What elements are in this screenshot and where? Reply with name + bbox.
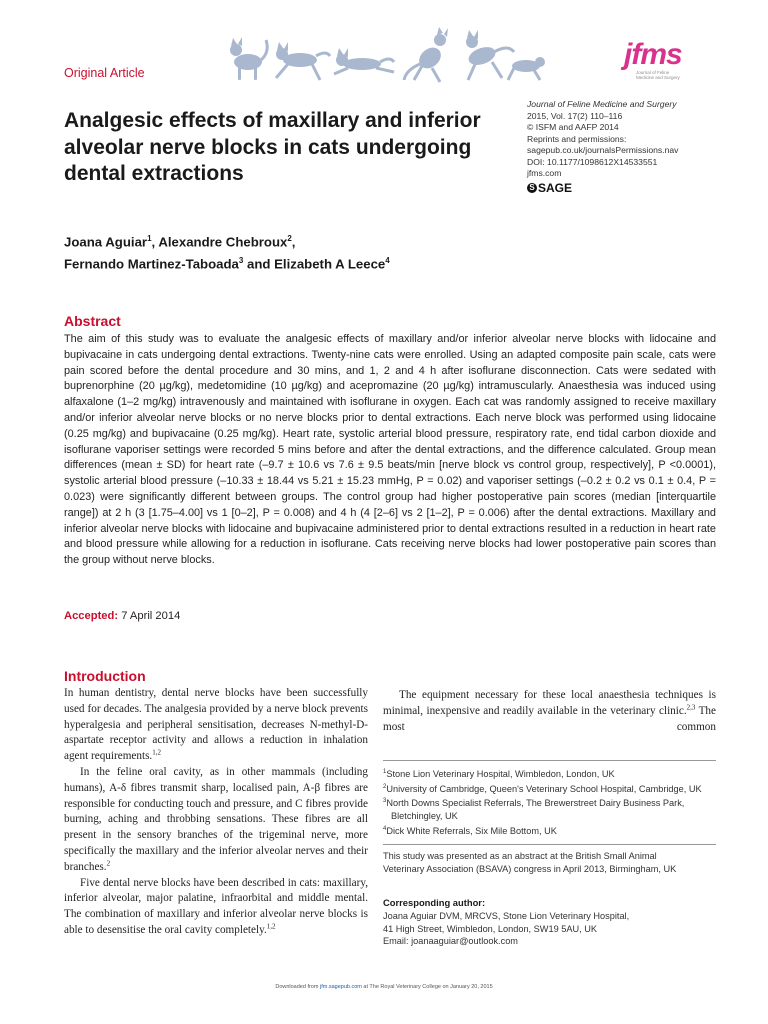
jfms-logo bbox=[614, 38, 694, 86]
cat-silhouette-5 bbox=[466, 30, 514, 80]
affiliation-item: $^4$Dick White Referrals, Six Mile Bottom, UK bbox=[383, 825, 557, 836]
body-paragraph: Five dental nerve blocks have been described in cats: maxillary, inferior alveolar, major palatine, infraorbital and middle mental. The combination of maxillary and inferior alveolar nerve blocks is able to desensitise the oral cavity completely.$^{1,2}$ bbox=[64, 876, 368, 936]
footer-site-link[interactable]: jfm.sagepub.com bbox=[319, 984, 362, 990]
abstract-body: The aim of this study was to evaluate the analgesic effects of maxillary and/or inferior alveolar nerve blocks with lidocaine and bupivacaine in cats undergoing dental extractions. Twenty-nine cats were enrolled. Using an adapted composite pain scale, cats were pain scored before the dental procedure and 30 mins, and 1, 2 and 4 h after isoflurane disconnection. Cats were sedated with buprenorphine (20 µg/kg), medetomidine (10 µg/kg) and acepromazine (20 µg/kg) intramuscularly. Anaesthesia was induced using alfaxalone (1–2 mg/kg) intravenously and maintained with isoflurane in oxygen. Each cat was randomly assigned to receive maxillary and/or inferior alveolar nerve blocks or no nerve blocks prior to dental extractions. Each nerve block was performed using lidocaine (0.25 mg/kg) and bupivacaine (0.25 mg/kg). Heart rate, systolic arterial blood pressure, respiratory rate, end tidal carbon dioxide and isoflurane vaporiser settings were recorded 5 mins before and after the dental extractions, and the difference calculated. Group mean differences (mean ± SD) for heart rate (–9.7 ± 10.6 vs 7.6 ± 9.5 beats/min [nerve block vs control group, respectively], P <0.0001), systolic arterial blood pressure (–10.33 ± 18.44 vs 5.21 ± 15.23 mmHg, P = 0.02) and vaporiser settings (–0.2 ± 0.2 vs 0.1 ± 0.4, P = 0.023) were significantly different between groups. The control group had higher postoperative pain scores (median [interquartile range]) at 2 h (3 [1.75–4.00] vs 1 [0–2], P = 0.008) and 4 h (4 [2–6] vs 2 [1–2], P = 0.006) after the dental extractions. Maxillary and inferior alveolar nerve blocks with lidocaine and bupivacaine administered prior to dental extractions resulted in a reduction in heart rate and blood pressure while allowing for a reduction in isoflurane. Cats receiving nerve blocks had lower postoperative pain scores than the group without nerve blocks. bbox=[64, 333, 716, 567]
affiliation-item: $^3$North Downs Specialist Referrals, The Brewerstreet Dairy Business Park, Bletchingley, UK bbox=[383, 798, 685, 821]
author-name: Elizabeth A Leece bbox=[274, 256, 386, 272]
introduction-right-column: The equipment necessary for these local anaesthesia techniques is minimal, inexpensive and readily available in the veterinary clinic.$^{2,3}$ The most common bbox=[383, 689, 716, 733]
author-name: Joana Aguiar bbox=[64, 234, 148, 250]
journal-reprints-label: Reprints and permissions: bbox=[527, 133, 627, 144]
corresponding-author-details bbox=[383, 910, 629, 948]
corresponding-author-email[interactable]: Email: joanaaguiar@outlook.com bbox=[383, 936, 518, 947]
citation-ref[interactable]: 1,2 bbox=[152, 748, 161, 757]
article-title: Analgesic effects of maxillary and inferior alveolar nerve blocks in cats undergoing dental extractions bbox=[64, 109, 481, 185]
journal-volume: 2015, Vol. 17(2) 110–116 bbox=[527, 110, 623, 121]
citation-ref[interactable]: 1,2 bbox=[266, 922, 276, 931]
journal-info bbox=[527, 99, 727, 194]
corresponding-author-line: Joana Aguiar DVM, MRCVS, Stone Lion Veterinary Hospital, bbox=[383, 911, 630, 921]
accepted-date-value: 7 April 2014 bbox=[121, 610, 181, 622]
citation-ref[interactable]: 2 bbox=[106, 859, 111, 868]
author-line-2: Fernando Martinez-Taboada$^3$ and Elizabeth A Leece$^4$ bbox=[64, 255, 390, 272]
jfms-logo-tagline: Journal of Feline Medicine and Surgery bbox=[636, 70, 680, 80]
citation-ref[interactable]: 2,3 bbox=[686, 703, 696, 712]
sage-logo-icon: S bbox=[527, 183, 537, 193]
running-cats-banner-icon bbox=[218, 22, 548, 86]
affiliation-item: $^2$University of Cambridge, Queen's Veterinary School Hospital, Cambridge, UK bbox=[383, 783, 702, 794]
introduction-left-column bbox=[64, 686, 368, 939]
author-affiliation-mark: 4 bbox=[385, 255, 390, 265]
author-line-1: Joana Aguiar$^1$, Alexandre Chebroux$^2$, bbox=[64, 234, 296, 250]
journal-name: Journal of Feline Medicine and Surgery bbox=[527, 99, 677, 109]
cat-silhouette-3 bbox=[334, 48, 394, 74]
journal-copyright: © ISFM and AAFP 2014 bbox=[527, 122, 619, 132]
introduction-heading: Introduction bbox=[64, 668, 146, 684]
journal-website-link[interactable]: jfms.com bbox=[527, 168, 562, 178]
sage-logo: S SAGE bbox=[527, 183, 727, 195]
accepted-label: Accepted: bbox=[64, 610, 119, 622]
download-footer: Downloaded from jfm.sagepub.com at The Royal Veterinary College on January 20, 2015 bbox=[275, 984, 493, 990]
author-name: Alexandre Chebroux bbox=[158, 234, 288, 250]
corresponding-author-address: 41 High Street, Wimbledon, London, SW19 5AU, UK bbox=[383, 923, 597, 934]
cat-silhouette-1 bbox=[230, 37, 267, 80]
abstract-heading: Abstract bbox=[64, 313, 121, 329]
corresponding-author-label: Corresponding author: bbox=[383, 897, 486, 908]
affiliations-list bbox=[383, 766, 716, 837]
author-name: Fernando Martinez-Taboada bbox=[64, 256, 239, 272]
cat-silhouette-2 bbox=[276, 42, 330, 80]
presentation-note-divider bbox=[383, 844, 716, 845]
journal-doi[interactable]: DOI: 10.1177/1098612X14533551 bbox=[527, 156, 658, 167]
affiliations-divider bbox=[383, 760, 716, 761]
accepted-date bbox=[64, 610, 180, 622]
body-paragraph: In the feline oral cavity, as in other mammals (including humans), A-δ fibres transmit sharp, localised pain, A-β fibres are responsible for conducting touch and pressure, and C fibres provide burning, aching and throbbing sensations. These fibres are all present in the sensory branches of the trigeminal nerve, more specifically the maxillary and the inferior alveolar nerves and their branches.$^2$ bbox=[64, 765, 368, 873]
author-affiliation-mark: 2 bbox=[287, 234, 292, 243]
author-list bbox=[64, 230, 390, 274]
journal-permissions-link[interactable]: sagepub.co.uk/journalsPermissions.nav bbox=[527, 145, 679, 155]
affiliation-item: $^1$Stone Lion Veterinary Hospital, Wimbledon, London, UK bbox=[383, 769, 615, 780]
presentation-note: This study was presented as an abstract at the British Small Animal Veterinary Association (BSAVA) congress in April 2013, Birmingham, UK bbox=[383, 851, 677, 874]
cat-silhouette-4 bbox=[404, 27, 448, 82]
article-type-label: Original Article bbox=[64, 66, 145, 80]
cat-silhouette-6 bbox=[508, 57, 545, 80]
body-paragraph: In human dentistry, dental nerve blocks have been successfully used for decades. The analgesia provided by a nerve block prevents hyperalgesia and peripheral sensitisation, decreases N-methyl-D-aspartate receptor activity and allows a reduction in inhalation agent requirements.$^{1,2}$ bbox=[64, 687, 368, 763]
jfms-logo-mark: jfms bbox=[624, 38, 682, 71]
author-affiliation-mark: 3 bbox=[238, 255, 244, 265]
author-affiliation-mark: 1 bbox=[147, 234, 152, 243]
